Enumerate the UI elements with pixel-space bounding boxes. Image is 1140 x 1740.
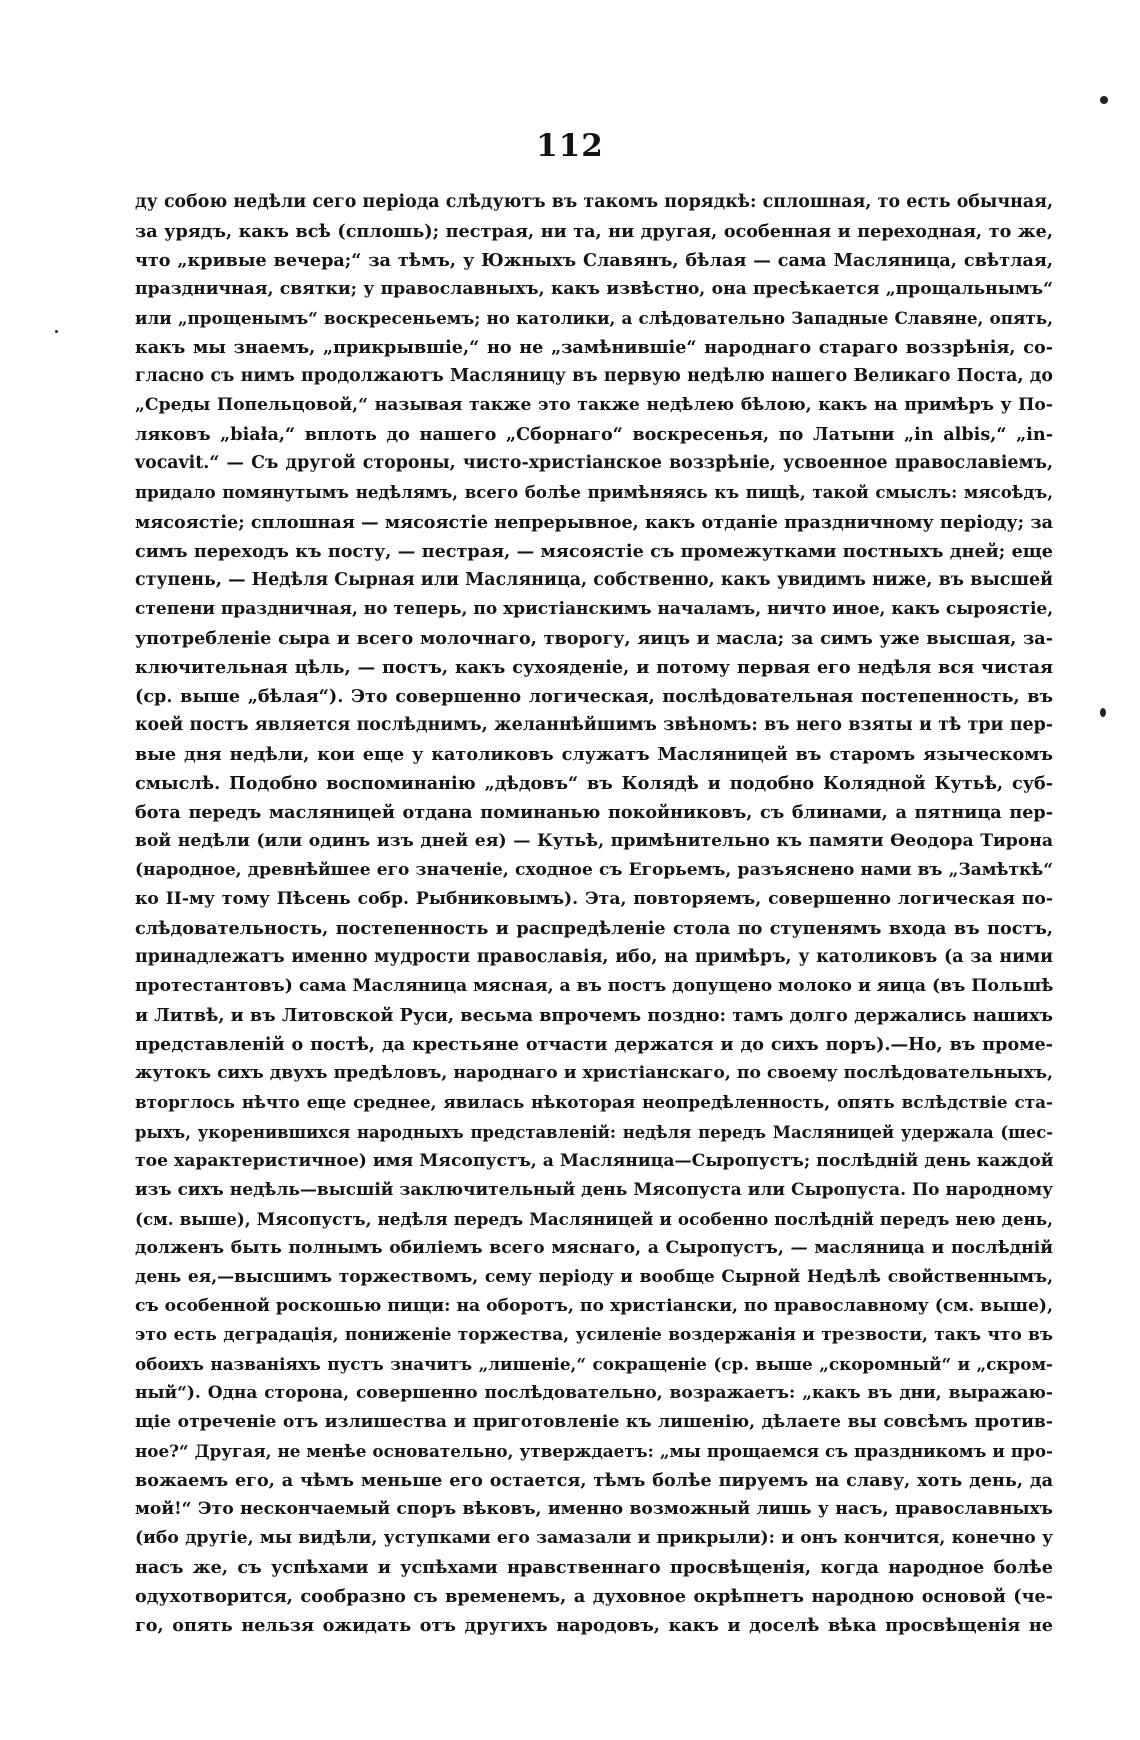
text-line: ключительная цѣль, — постъ, какъ сухояденіе, и потому первая его недѣля вся чистая [135,656,1053,678]
text-line: ное?“ Другая, не менѣе основательно, утверждаетъ: „мы прощаемся съ праздникомъ и про- [135,1441,1053,1462]
text-line: одухотворится, сообразно съ временемъ, а духовное окрѣпнетъ народною основой (че- [135,1586,1053,1608]
text-line: праздничная, святки; у православныхъ, какъ извѣстно, она пресѣкается „прощальнымъ“ [135,279,1053,300]
text-line: обоихъ названіяхъ пустъ значитъ „лишеніе,“ сокращеніе (ср. выше „скоромный“ и „скром- [135,1353,1053,1374]
text-line: за урядъ, какъ всѣ (сплошь); пестрая, ни та, ни другая, особенная и переходная, то же, [135,221,1053,243]
text-line: принадлежатъ именно мудрости православія, ибо, на примѣръ, у католиковъ (а за ними [135,947,1053,968]
text-line: ду собою недѣли сего періода слѣдуютъ въ такомъ порядкѣ: сплошная, то есть обычная, [135,192,1053,212]
scan-speck [55,330,58,333]
scan-speck [1100,96,1108,104]
text-line: щіе отреченіе отъ излишества и приготовленіе къ лишенію, дѣлаете вы совсѣмъ против- [135,1411,1053,1432]
text-line: гласно съ нимъ продолжаютъ Масляницу въ первую недѣлю нашего Великаго Поста, до [135,366,1053,387]
text-line: тое характеристичное) имя Мясопустъ, а Масляница—Сыропустъ; послѣдній день каждой [135,1150,1054,1171]
text-line: вые дня недѣли, кои еще у католиковъ служатъ Масляницей въ старомъ языческомъ [135,743,1053,765]
text-line: коей постъ является послѣднимъ, желаннѣйшимъ звѣномъ: въ него взяты и тѣ три пер- [135,714,1053,735]
text-line: (ср. выше „бѣлая“). Это совершенно логическая, послѣдовательная постепенность, въ [135,685,1053,707]
text-line: vocavit.“ — Съ другой стороны, чисто-христіанское воззрѣніе, усвоенное православіемъ, [135,453,1053,474]
text-line: вторглось нѣчто еще среднее, явилась нѣкоторая неопредѣленность, опять вслѣдствіе ста- [135,1092,1053,1113]
text-line: или „прощенымъ“ воскресеньемъ; но католики, а слѣдовательно Западные Славяне, опять, [135,308,1053,329]
text-line: съ особенной роскошью пищи: на оборотъ, по христіански, по православному (см. выше), [135,1295,1053,1316]
text-line: насъ же, съ успѣхами и успѣхами нравственнаго просвѣщенія, когда народное болѣе [135,1557,1053,1579]
text-line: ляковъ „biała,“ вплоть до нашего „Сборнаго“ воскресенья, по Латыни „in albis,“ „in- [135,424,1053,446]
text-line: бота передъ масляницей отдана поминанью покойниковъ, съ блинами, а пятница пер- [135,801,1053,823]
text-line: протестантовъ) сама Масляница мясная, а въ постъ допущено молоко и яица (въ Польшѣ [135,976,1054,997]
text-line: степени праздничная, но теперь, по христіанскимъ началамъ, ничто иное, какъ сыроястіе, [135,598,1054,619]
text-line: мой!“ Это нескончаемый споръ вѣковъ, именно возможный лишь у насъ, православныхъ [135,1499,1053,1520]
page-number: 112 [536,128,604,164]
text-line: (народное, древнѣйшее его значеніе, сходное съ Егорьемъ, разъяснено нами въ „Замѣткѣ“ [135,860,1053,881]
text-line: рыхъ, укоренившихся народныхъ представленій: недѣля передъ Масляницей удержала (шес- [135,1122,1053,1142]
text-line: придало помянутымъ недѣлямъ, всего болѣе примѣняясь къ пищѣ, такой смыслъ: мясоѣдъ, [135,482,1053,503]
text-line: какъ мы знаемъ, „прикрывшіе,“ но не „замѣнившіе“ народнаго стараго воззрѣнія, со- [135,337,1053,359]
text-line: ный“). Одна сторона, совершенно послѣдовательно, возражаетъ: „какъ въ дни, выражаю- [135,1382,1053,1403]
text-line: день ея,—высшимъ торжествомъ, сему періоду и вообще Сырной Недѣлѣ свойственнымъ, [135,1266,1053,1287]
text-line: (см. выше), Мясопустъ, недѣля передъ Масляницей и особенно послѣдній передъ нею день, [135,1208,1053,1229]
text-line: употребленіе сыра и всего молочнаго, творогу, яицъ и масла; за симъ уже высшая, за- [135,627,1053,649]
text-line: жутокъ сихъ двухъ предѣловъ, народнаго и христіанскаго, по своему послѣдовательныхъ, [135,1063,1053,1084]
text-line: (ибо другіе, мы видѣли, уступками его замазали и прикрыли): и онъ кончится, конечно у [135,1528,1053,1549]
text-line: симъ переходъ къ посту, — пестрая, — мясоястіе съ промежутками постныхъ дней; еще [135,540,1053,562]
text-line: мясоястіе; сплошная — мясоястіе непрерывное, какъ отданіе праздничному періоду; за [135,511,1053,533]
text-line: это есть деградація, пониженіе торжества, усиленіе воздержанія и трезвости, такъ что въ [135,1324,1053,1345]
text-line: слѣдовательность, постепенность и распредѣленіе стола по ступенямъ входа въ постъ, [135,918,1053,940]
text-line: долженъ быть полнымъ обиліемъ всего мяснаго, а Сыропустъ, — масляница и послѣдній [135,1237,1053,1258]
text-line: что „кривые вечера;“ за тѣмъ, у Южныхъ Славянъ, бѣлая — сама Масляница, свѣтлая, [135,250,1053,272]
body-text [135,188,1053,1640]
text-line: го, опять нельзя ожидать отъ другихъ народовъ, какъ и доселѣ вѣка просвѣщенія не [135,1615,1053,1637]
text-line: вой недѣли (или одинъ изъ дней ея) — Кутьѣ, примѣнительно къ памяти Ѳеодора Тирона [135,831,1053,852]
scan-speck [1100,708,1106,717]
text-line: и Литвѣ, и въ Литовской Руси, весьма впрочемъ поздно: тамъ долго держались нашихъ [135,1005,1053,1027]
text-line: ко II-му тому Пѣсень собр. Рыбниковымъ). Эта, повторяемъ, совершенно логическая по- [135,889,1053,910]
text-line: изъ сихъ недѣль—высшій заключительный день Мясопуста или Сыропуста. По народному [135,1179,1053,1200]
text-line: вожаемъ его, а чѣмъ меньше его остается, тѣмъ болѣе пируемъ на славу, хоть день, да [135,1470,1053,1492]
text-line: смыслѣ. Подобно воспоминанію „дѣдовъ“ въ Колядѣ и подобно Колядной Кутьѣ, суб- [135,772,1053,794]
text-line: ступень, — Недѣля Сырная или Масляница, собственно, какъ увидимъ ниже, въ высшей [135,569,1053,590]
text-line: „Среды Попельцовой,“ называя также это также недѣлею бѣлою, какъ на примѣръ у По- [135,395,1053,416]
text-line: представленій о постѣ, да крестьяне отчасти держатся и до сихъ поръ).—Но, въ проме- [135,1034,1053,1056]
